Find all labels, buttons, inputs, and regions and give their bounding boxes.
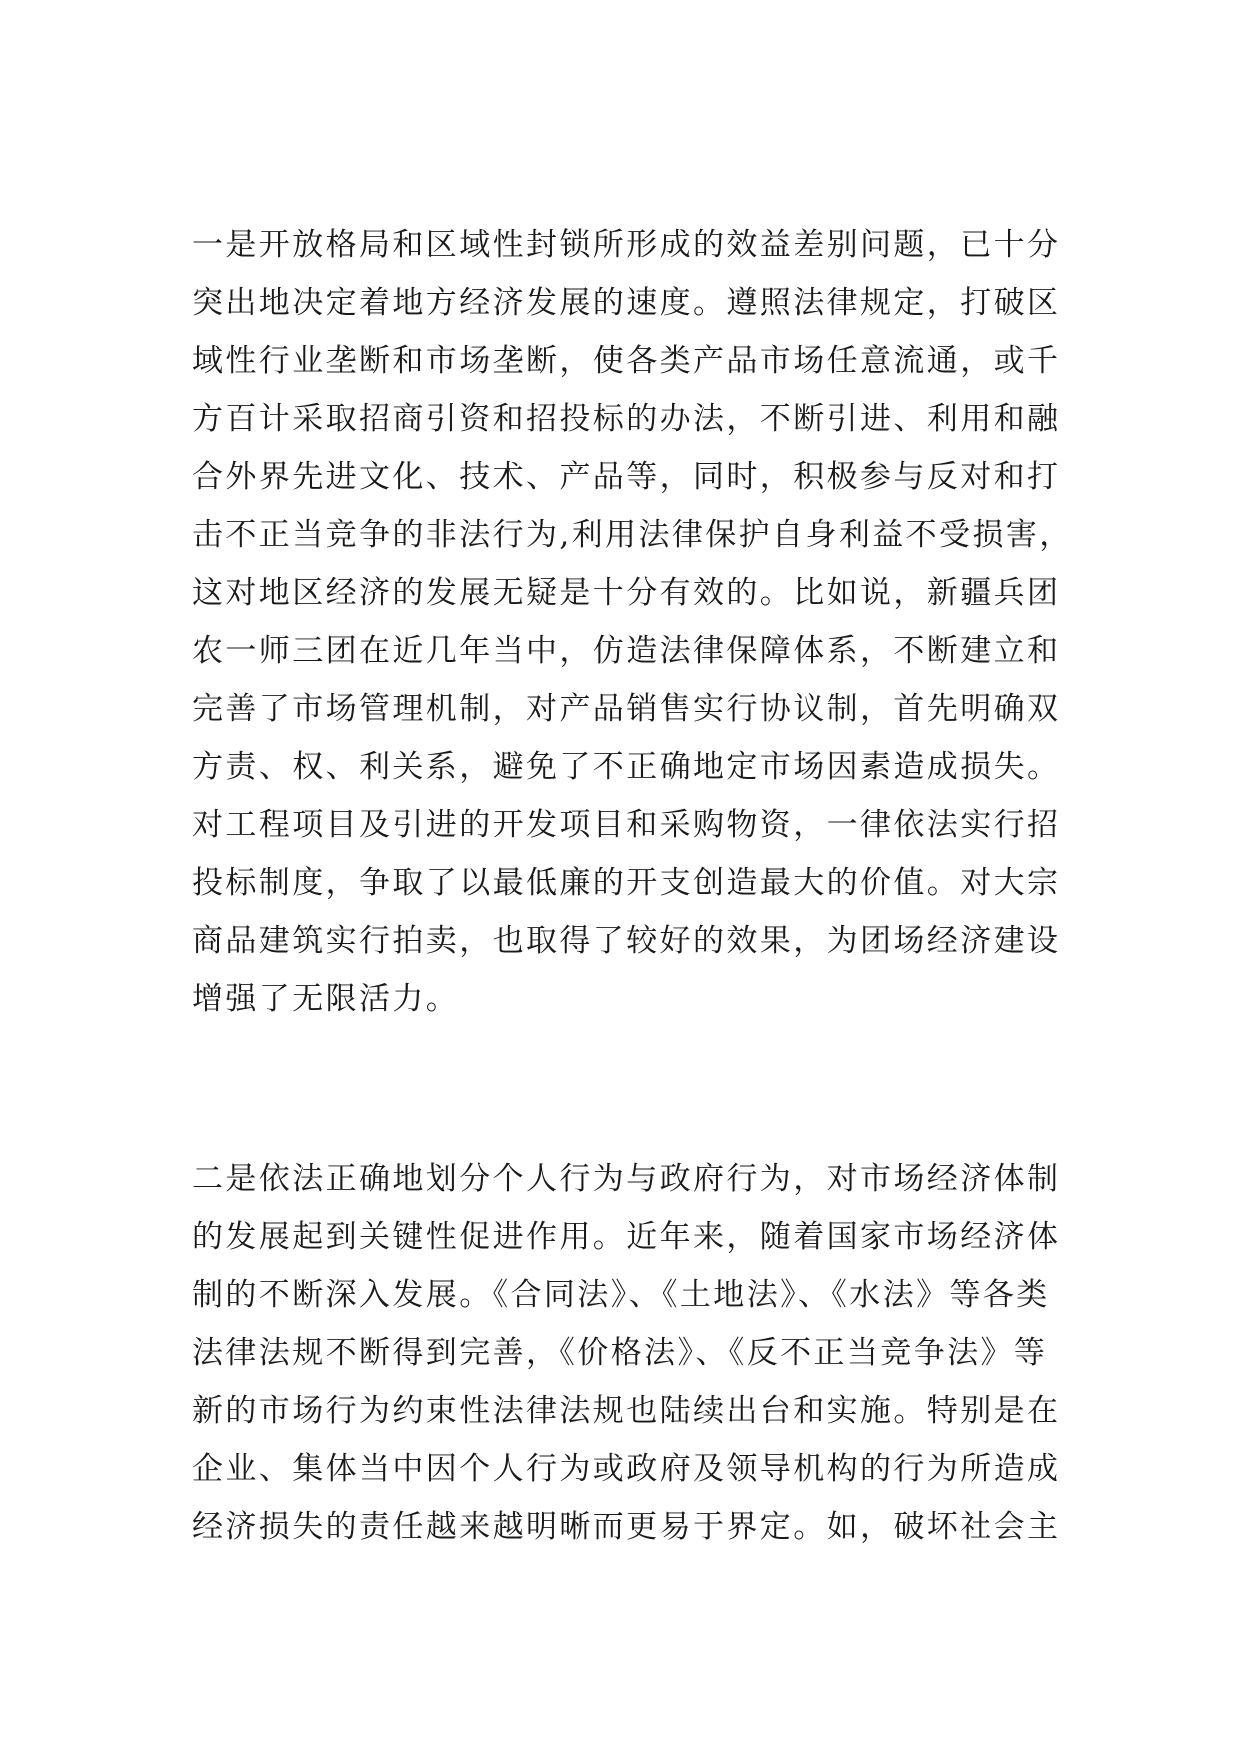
text-line: 新的市场行为约束性法律法规也陆续出台和实施。特别是在 [192, 1393, 1061, 1429]
text-line: 农一师三团在近几年当中，仿造法律保障体系，不断建立和 [192, 633, 1061, 669]
text-line: 这对地区经济的发展无疑是十分有效的。比如说，新疆兵团 [192, 575, 1061, 611]
text-line: 的发展起到关键性促进作用。近年来，随着国家市场经济体 [192, 1219, 1061, 1255]
text-line: 经济损失的责任越来越明晰而更易于界定。如，破坏社会主 [192, 1509, 1061, 1545]
text-line: 方责、权、利关系，避免了不正确地定市场因素造成损失。 [192, 749, 1061, 785]
text-line: 完善了市场管理机制，对产品销售实行协议制，首先明确双 [192, 691, 1061, 727]
paragraph-2 [192, 1150, 1072, 1556]
text-line: 方百计采取招商引资和招投标的办法，不断引进、利用和融 [192, 401, 1061, 437]
text-line: 二是依法正确地划分个人行为与政府行为，对市场经济体制 [192, 1161, 1061, 1197]
text-line: 击不正当竞争的非法行为,利用法律保护自身利益不受损害， [192, 517, 1073, 553]
text-line: 一是开放格局和区域性封锁所形成的效益差别问题，已十分 [192, 227, 1061, 263]
paragraph-1 [192, 216, 1072, 1028]
text-line: 合外界先进文化、技术、产品等，同时，积极参与反对和打 [192, 459, 1061, 495]
text-line: 投标制度，争取了以最低廉的开支创造最大的价值。对大宗 [192, 865, 1061, 901]
text-line: 企业、集体当中因个人行为或政府及领导机构的行为所造成 [192, 1451, 1061, 1487]
text-line: 法律法规不断得到完善，《价格法》、《反不正当竞争法》等 [192, 1335, 1048, 1371]
text-line: 增强了无限活力。 [192, 981, 460, 1017]
text-line: 制的不断深入发展。《合同法》、《土地法》、《水法》等各类 [192, 1277, 1050, 1313]
text-line: 突出地决定着地方经济发展的速度。遵照法律规定，打破区 [192, 285, 1061, 321]
text-line: 商品建筑实行拍卖，也取得了较好的效果，为团场经济建设 [192, 923, 1061, 959]
text-line: 对工程项目及引进的开发项目和采购物资，一律依法实行招 [192, 807, 1061, 843]
text-line: 域性行业垄断和市场垄断，使各类产品市场任意流通，或千 [192, 343, 1061, 379]
